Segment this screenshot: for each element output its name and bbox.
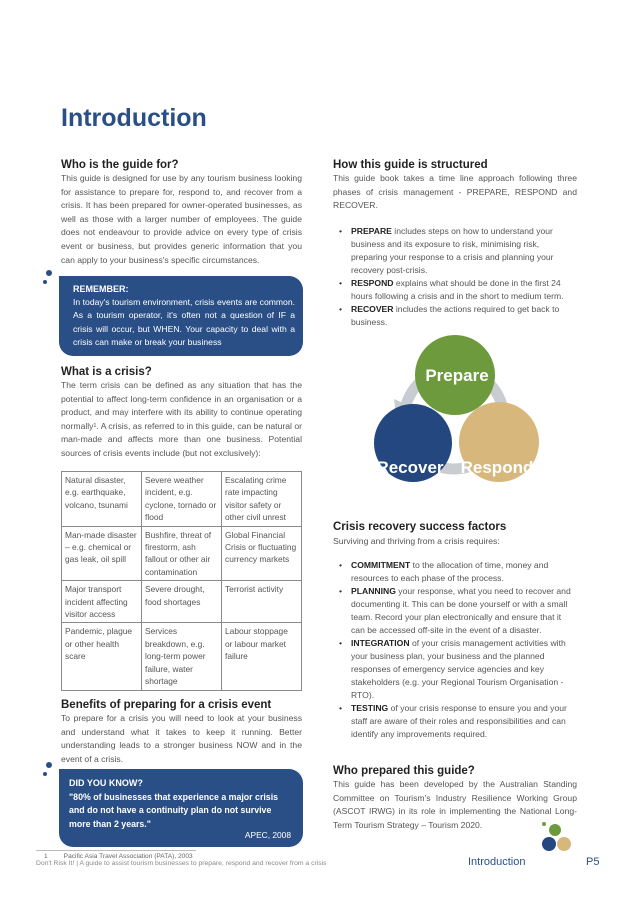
- footer-section: Introduction: [468, 856, 526, 868]
- remember-body: In today's tourism environment, crisis events are common. As a tourism operator, it's often not a question of IF a crisis will occur, but WHEN. Your capacity to deal with a crisis can make or break your business: [73, 297, 295, 348]
- who-for-body: This guide is designed for use by any tourism business looking for assistance to prepare for, respond to, and recover from a crisis. It has been prepared for owner-operated businesses, as well as those with a larger number of employees. The guide does not endeavour to provide advice on every type of crisis event or business, but provides generic information that you can apply to your business's specific circumstances.: [61, 173, 302, 265]
- table-cell: Pandemic, plague or other health scare: [62, 623, 142, 691]
- remember-callout: [59, 276, 303, 356]
- who-for-heading: Who is the guide for?: [61, 159, 179, 171]
- list-item: • PREPARE includes steps on how to understand your business and its exposure to risk, minimising risk, preparing your response to a crisis and planning your recovery post-crisis.: [337, 225, 577, 277]
- footnote-divider: [36, 850, 196, 851]
- list-item: • COMMITMENT to the allocation of time, money and resources to each phase of the process.: [337, 559, 577, 585]
- table-row: [62, 623, 302, 691]
- who-prepared-heading: Who prepared this guide?: [333, 765, 475, 777]
- table-row: [62, 526, 302, 581]
- list-item: • TESTING of your crisis response to ensure you and your staff are aware of their roles and responsibilities and can identify any improvements required.: [337, 702, 577, 741]
- footnote: [44, 853, 193, 860]
- list-item: • PLANNING your response, what you need to recover and documenting it. This can be done yourself or with a small team. Record your plan electronically and ensure that it can be accessed off-site in the event of a disaster.: [337, 585, 577, 637]
- table-cell: Terrorist activity: [222, 581, 302, 623]
- table-cell: Escalating crime rate impacting visitor safety or other civil unrest: [222, 472, 302, 527]
- success-intro: Surviving and thriving from a crisis requires:: [333, 536, 500, 546]
- table-cell: Bushfire, threat of firestorm, ash fallout or other air contamination: [142, 526, 222, 581]
- list-item: • RESPOND explains what should be done in the first 24 hours following a crisis and in the short to medium term.: [337, 277, 577, 303]
- success-heading: Crisis recovery success factors: [333, 521, 507, 533]
- benefits-heading: Benefits of preparing for a crisis event: [61, 699, 272, 711]
- table-cell: Major transport incident affecting visitor access: [62, 581, 142, 623]
- table-cell: Labour stoppage or labour market failure: [222, 623, 302, 691]
- table-cell: Severe drought, food shortages: [142, 581, 222, 623]
- did-you-know-heading: DID YOU KNOW?: [69, 778, 143, 788]
- crisis-sources-table: [61, 471, 302, 691]
- footnote-text: Pacific Asia Travel Association (PATA), 2003: [63, 853, 193, 860]
- footer-bubbles-icon: [540, 816, 572, 858]
- bubble-dot-large: [46, 270, 52, 276]
- bubble-dot-small: [43, 280, 47, 284]
- list-item: • INTEGRATION of your crisis management activities with your business plan, your business and the planned responses of emergency service agencies and key stakeholders (e.g. your Regional Tourism Organisation - RTO).: [337, 637, 577, 702]
- table-cell: Severe weather incident, e.g. cyclone, tornado or flood: [142, 472, 222, 527]
- crisis-cycle-diagram: [360, 335, 550, 495]
- footnote-number: 1: [44, 853, 48, 860]
- success-bullets: [337, 559, 577, 741]
- table-row: [62, 581, 302, 623]
- structure-heading: How this guide is structured: [333, 159, 488, 171]
- footer-guide-title: Don't Risk It! | A guide to assist tourism businesses to prepare, respond and recover from a crisis: [36, 860, 327, 867]
- remember-heading: REMEMBER:: [73, 284, 129, 294]
- bubble-dot-small: [43, 772, 47, 776]
- table-cell: Man-made disaster – e.g. chemical or gas leak, oil spill: [62, 526, 142, 581]
- page-number: P5: [586, 856, 600, 868]
- structure-body: This guide book takes a time line approach following three phases of crisis management - PREPARE, RESPOND and RECOVER.: [333, 173, 577, 211]
- table-cell: Global Financial Crisis or fluctuating currency markets: [222, 526, 302, 581]
- did-you-know-callout: [59, 769, 303, 847]
- respond-label: Respond: [460, 458, 534, 477]
- benefits-body: To prepare for a crisis you will need to look at your business and understand what it takes to keep it running. Better understanding leads to a stronger business NOW and in the event of a crisis.: [61, 713, 302, 764]
- did-you-know-quote: "80% of businesses that experience a major crisis and do not have a continuity plan do not survive more than 2 years.": [69, 792, 279, 829]
- page-title: Introduction: [61, 104, 207, 132]
- table-cell: Services breakdown, e.g. long-term power failure, water shortage: [142, 623, 222, 691]
- who-prepared-body: This guide has been developed by the Australian Standing Committee on Tourism's Industry Resilience Working Group (ASCOT IRWG) in its role in implementing the National Long-Term Tourism Strategy – Tourism 2020.: [333, 779, 577, 830]
- structure-bullets: [337, 225, 577, 329]
- prepare-label: Prepare: [425, 366, 489, 385]
- what-crisis-heading: What is a crisis?: [61, 366, 152, 378]
- table-cell: Natural disaster, e.g. earthquake, volcano, tsunami: [62, 472, 142, 527]
- bubble-dot-large: [46, 762, 52, 768]
- table-row: [62, 472, 302, 527]
- what-crisis-body: The term crisis can be defined as any situation that has the potential to affect long-term confidence in an organisation or a product, and may interfere with its ability to continue operating normally¹. A crisis, as referred to in this guide, can be natural or man-made and affects more than one business. Potential sources of crisis events include (but not exclusively):: [61, 380, 302, 458]
- list-item: • RECOVER includes the actions required to get back to business.: [337, 303, 577, 329]
- recover-label: Recover: [376, 458, 444, 477]
- did-you-know-source: APEC, 2008: [244, 830, 291, 840]
